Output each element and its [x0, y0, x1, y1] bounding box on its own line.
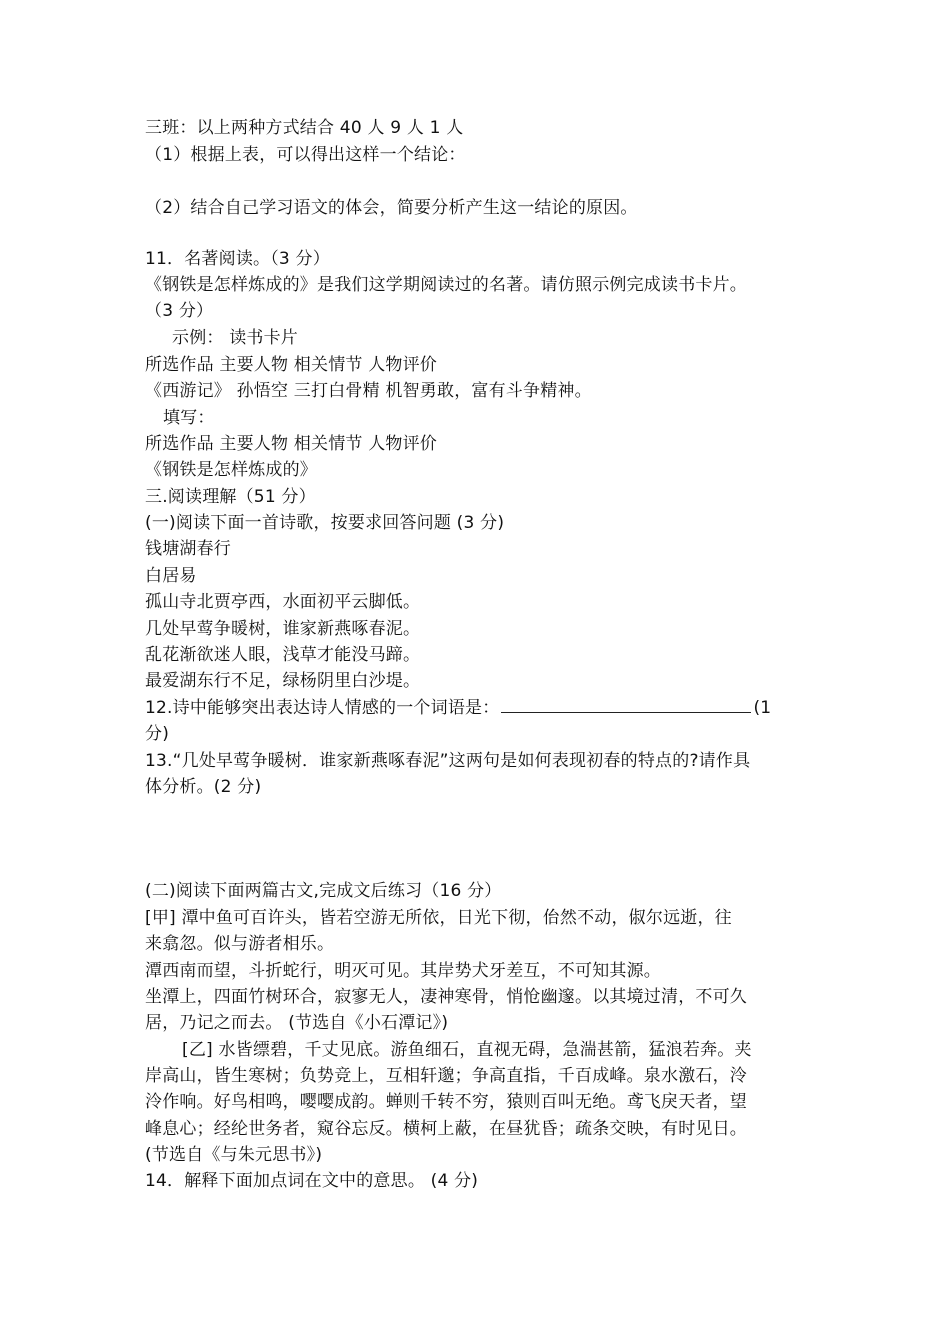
question-text: 12.诗中能够突出表达诗人情感的一个词语是： [145, 698, 500, 718]
text-line: [甲] 潭中鱼可百许头，皆若空游无所依，日光下彻，佁然不动，俶尔远逝，往 [145, 908, 732, 928]
question-line: 13.“几处早莺争暖树．谁家新燕啄春泥”这两句是如何表现初春的特点的?请作具 [145, 751, 751, 771]
poem-line: 孤山寺北贾亭西，水面初平云脚低。 [145, 592, 421, 612]
text-line: 来翕忽。似与游者相乐。 [145, 934, 335, 954]
text-line: (一)阅读下面一首诗歌，按要求回答问题 (3 分) [145, 513, 505, 533]
poem-line: 乱花渐欲迷人眼，浅草才能没马蹄。 [145, 645, 421, 665]
text-line: [乙] 水皆缥碧，千丈见底。游鱼细石，直视无碍，急湍甚箭，猛浪若奔。夹 [182, 1040, 752, 1060]
text-line: (二)阅读下面两篇古文,完成文后练习（16 分） [145, 881, 502, 901]
answer-blank[interactable] [501, 697, 751, 713]
text-line: 潭西南而望，斗折蛇行，明灭可见。其岸势犬牙差互，不可知其源。 [145, 961, 661, 981]
question-heading: 11．名著阅读。（3 分） [145, 249, 330, 269]
text-line: 分) [145, 724, 170, 744]
text-line: （2）结合自己学习语文的体会，简要分析产生这一结论的原因。 [145, 198, 638, 218]
text-line: 居，乃记之而去。 (节选自《小石潭记》) [145, 1013, 449, 1033]
text-line: 《钢铁是怎样炼成的》 [145, 460, 317, 480]
question-line [145, 695, 771, 721]
text-line: 《西游记》 孙悟空 三打白骨精 机智勇敢，富有斗争精神。 [145, 381, 592, 401]
poem-title: 钱塘湖春行 [145, 539, 231, 559]
text-line: 泠作响。好鸟相鸣，嘤嘤成韵。蝉则千转不穷，猿则百叫无绝。鸢飞戾天者，望 [145, 1092, 747, 1112]
question-heading: 14．解释下面加点词在文中的意思。 (4 分) [145, 1171, 479, 1191]
text-line: （3 分） [145, 301, 214, 321]
text-line: 坐潭上，四面竹树环合，寂寥无人，凄神寒骨，悄怆幽邃。以其境过清，不可久 [145, 987, 747, 1007]
text-line: 《钢铁是怎样炼成的》是我们这学期阅读过的名著。请仿照示例完成读书卡片。 [145, 275, 747, 295]
text-line: 体分析。(2 分) [145, 777, 262, 797]
question-score: (1 [753, 698, 772, 718]
text-line: （1）根据上表，可以得出这样一个结论： [145, 145, 466, 165]
text-line: 所选作品 主要人物 相关情节 人物评价 [145, 355, 438, 375]
text-line: (节选自《与朱元思书》) [145, 1145, 323, 1165]
poem-line: 几处早莺争暖树，谁家新燕啄春泥。 [145, 619, 421, 639]
text-line: 填写： [163, 408, 215, 428]
text-line: 示例： 读书卡片 [172, 328, 299, 348]
poem-author: 白居易 [145, 566, 197, 586]
text-line: 三班：以上两种方式结合 40 人 9 人 1 人 [145, 118, 464, 138]
poem-line: 最爱湖东行不足，绿杨阴里白沙堤。 [145, 671, 421, 691]
text-line: 岸高山，皆生寒树；负势竞上，互相轩邈；争高直指，千百成峰。泉水激石，泠 [145, 1066, 747, 1086]
text-line: 所选作品 主要人物 相关情节 人物评价 [145, 434, 438, 454]
section-heading: 三.阅读理解（51 分） [145, 487, 316, 507]
text-line: 峰息心；经纶世务者，窥谷忘反。横柯上蔽，在昼犹昏；疏条交映，有时见日。 [145, 1119, 747, 1139]
